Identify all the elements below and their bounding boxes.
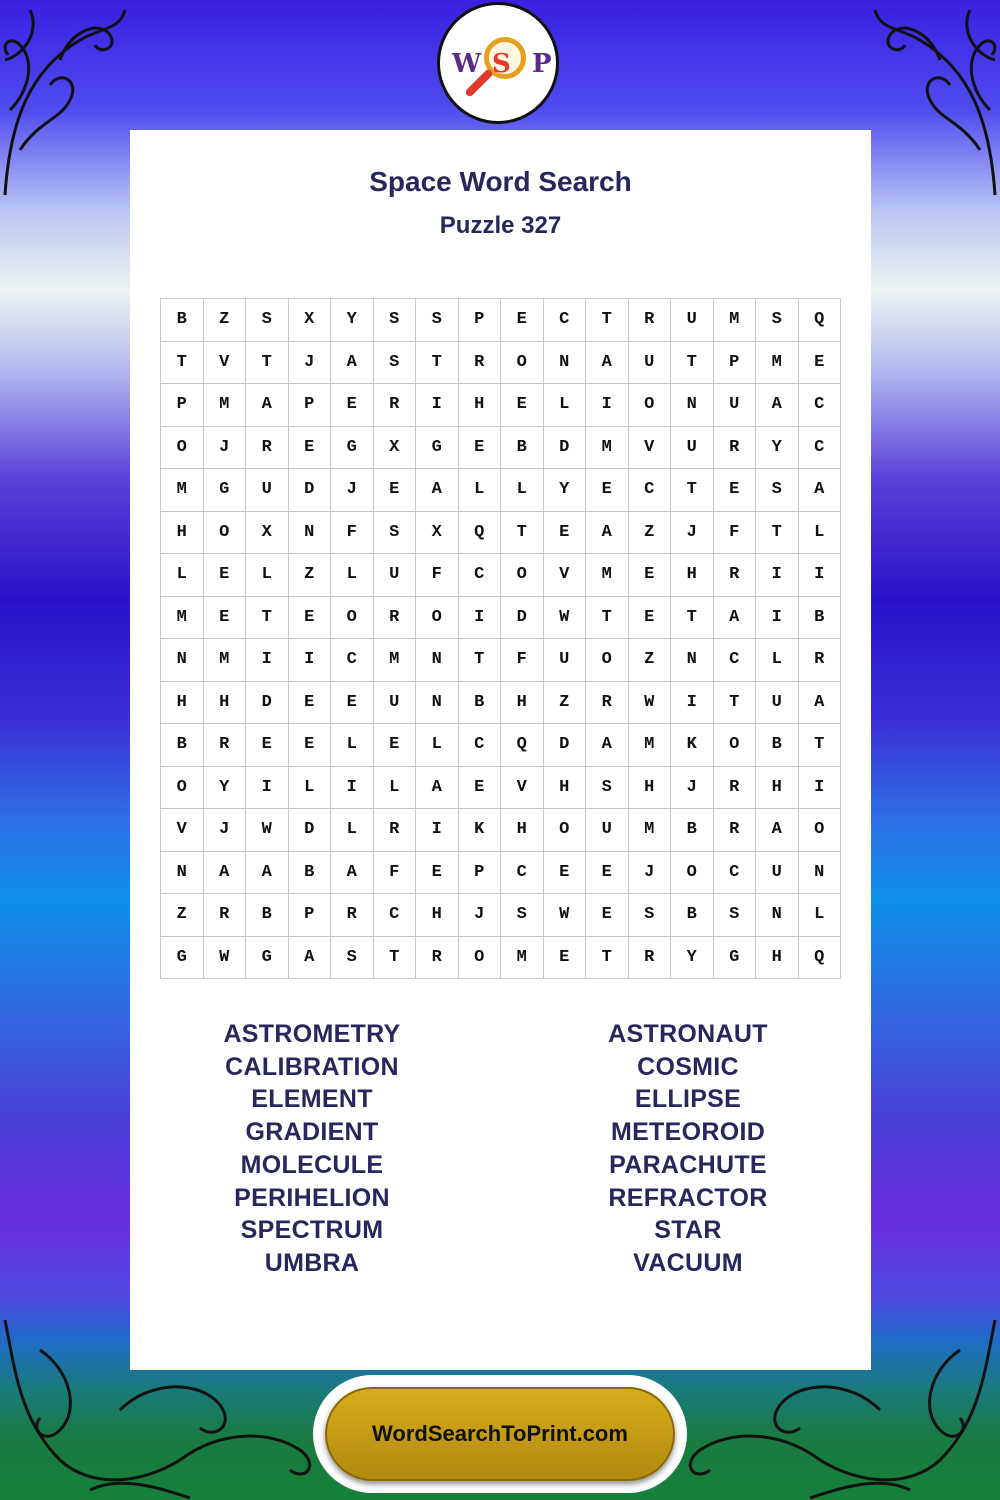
grid-cell[interactable]: T bbox=[799, 724, 842, 767]
grid-cell[interactable]: N bbox=[671, 384, 714, 427]
grid-cell[interactable]: K bbox=[459, 809, 502, 852]
grid-cell[interactable]: P bbox=[289, 384, 332, 427]
grid-cell[interactable]: O bbox=[161, 427, 204, 470]
grid-cell[interactable]: H bbox=[544, 767, 587, 810]
grid-cell[interactable]: E bbox=[586, 469, 629, 512]
word-list-item: REFRACTOR bbox=[608, 1183, 768, 1212]
grid-cell[interactable]: Y bbox=[756, 427, 799, 470]
grid-cell[interactable]: F bbox=[501, 639, 544, 682]
grid-cell[interactable]: O bbox=[671, 852, 714, 895]
grid-cell[interactable]: O bbox=[586, 639, 629, 682]
grid-cell[interactable]: D bbox=[544, 427, 587, 470]
grid-cell[interactable]: I bbox=[246, 767, 289, 810]
corner-ornament-top-right-icon bbox=[870, 0, 1000, 200]
grid-cell[interactable]: L bbox=[246, 554, 289, 597]
letter-grid bbox=[160, 298, 841, 979]
grid-cell[interactable]: M bbox=[586, 554, 629, 597]
grid-cell[interactable]: E bbox=[374, 469, 417, 512]
grid-cell[interactable]: N bbox=[161, 852, 204, 895]
grid-cell[interactable]: A bbox=[799, 682, 842, 725]
grid-cell[interactable]: M bbox=[756, 342, 799, 385]
grid-cell[interactable]: L bbox=[416, 724, 459, 767]
grid-cell[interactable]: O bbox=[544, 809, 587, 852]
grid-cell[interactable]: E bbox=[586, 894, 629, 937]
grid-cell[interactable]: T bbox=[501, 512, 544, 555]
grid-cell[interactable]: C bbox=[331, 639, 374, 682]
grid-cell[interactable]: I bbox=[671, 682, 714, 725]
word-list-item: PERIHELION bbox=[234, 1183, 390, 1212]
word-list-item: COSMIC bbox=[637, 1052, 739, 1081]
grid-cell[interactable]: H bbox=[204, 682, 247, 725]
grid-cell[interactable]: T bbox=[586, 597, 629, 640]
grid-cell[interactable]: H bbox=[161, 512, 204, 555]
grid-cell[interactable]: C bbox=[374, 894, 417, 937]
grid-cell[interactable]: E bbox=[416, 852, 459, 895]
grid-cell[interactable]: Y bbox=[544, 469, 587, 512]
grid-cell[interactable]: M bbox=[501, 937, 544, 980]
grid-cell[interactable]: A bbox=[799, 469, 842, 512]
grid-cell[interactable]: Q bbox=[459, 512, 502, 555]
grid-cell[interactable]: V bbox=[161, 809, 204, 852]
grid-cell[interactable]: R bbox=[331, 894, 374, 937]
grid-cell[interactable]: A bbox=[756, 809, 799, 852]
grid-cell[interactable]: L bbox=[331, 724, 374, 767]
grid-cell[interactable]: U bbox=[671, 299, 714, 342]
grid-cell[interactable]: T bbox=[714, 682, 757, 725]
grid-cell[interactable]: E bbox=[289, 682, 332, 725]
grid-cell[interactable]: I bbox=[586, 384, 629, 427]
grid-cell[interactable]: U bbox=[756, 852, 799, 895]
grid-cell[interactable]: T bbox=[756, 512, 799, 555]
grid-cell[interactable]: B bbox=[671, 809, 714, 852]
grid-cell[interactable]: W bbox=[204, 937, 247, 980]
grid-cell[interactable]: L bbox=[756, 639, 799, 682]
puzzle-title: Space Word Search bbox=[369, 166, 632, 197]
grid-cell[interactable]: R bbox=[416, 937, 459, 980]
word-list-item: CALIBRATION bbox=[225, 1052, 399, 1081]
grid-cell[interactable]: A bbox=[756, 384, 799, 427]
grid-cell[interactable]: T bbox=[671, 597, 714, 640]
grid-cell[interactable]: S bbox=[756, 299, 799, 342]
grid-cell[interactable]: V bbox=[544, 554, 587, 597]
grid-cell[interactable]: R bbox=[714, 554, 757, 597]
grid-cell[interactable]: M bbox=[204, 639, 247, 682]
grid-cell[interactable]: H bbox=[459, 384, 502, 427]
grid-cell[interactable]: E bbox=[629, 554, 672, 597]
grid-cell[interactable]: I bbox=[331, 767, 374, 810]
grid-cell[interactable]: I bbox=[416, 384, 459, 427]
grid-cell[interactable]: B bbox=[289, 852, 332, 895]
grid-cell[interactable]: S bbox=[331, 937, 374, 980]
grid-cell[interactable]: U bbox=[756, 682, 799, 725]
grid-cell[interactable]: P bbox=[459, 852, 502, 895]
word-list-item: SPECTRUM bbox=[240, 1216, 384, 1245]
grid-cell[interactable]: L bbox=[799, 894, 842, 937]
grid-cell[interactable]: N bbox=[544, 342, 587, 385]
grid-cell[interactable]: A bbox=[331, 852, 374, 895]
grid-cell[interactable]: L bbox=[799, 512, 842, 555]
grid-cell[interactable]: O bbox=[714, 724, 757, 767]
grid-cell[interactable]: B bbox=[161, 299, 204, 342]
grid-cell[interactable]: O bbox=[459, 937, 502, 980]
grid-cell[interactable]: I bbox=[246, 639, 289, 682]
grid-cell[interactable]: I bbox=[756, 597, 799, 640]
grid-cell[interactable]: S bbox=[374, 512, 417, 555]
word-list-item: UMBRA bbox=[264, 1248, 360, 1277]
word-list-item: ELLIPSE bbox=[634, 1085, 742, 1114]
grid-cell[interactable]: J bbox=[629, 852, 672, 895]
grid-cell[interactable]: N bbox=[799, 852, 842, 895]
grid-cell[interactable]: T bbox=[416, 342, 459, 385]
grid-cell[interactable]: N bbox=[161, 639, 204, 682]
word-list-item: ELEMENT bbox=[251, 1085, 373, 1114]
grid-cell[interactable]: U bbox=[374, 682, 417, 725]
grid-cell[interactable]: M bbox=[204, 384, 247, 427]
grid-cell[interactable]: H bbox=[501, 809, 544, 852]
grid-cell[interactable]: L bbox=[331, 809, 374, 852]
grid-cell[interactable]: C bbox=[459, 724, 502, 767]
grid-cell[interactable]: K bbox=[671, 724, 714, 767]
grid-cell[interactable]: Z bbox=[544, 682, 587, 725]
grid-cell[interactable]: E bbox=[459, 427, 502, 470]
grid-cell[interactable]: I bbox=[416, 809, 459, 852]
grid-cell[interactable]: R bbox=[374, 384, 417, 427]
grid-cell[interactable]: H bbox=[629, 767, 672, 810]
grid-cell[interactable]: A bbox=[331, 342, 374, 385]
grid-cell[interactable]: I bbox=[289, 639, 332, 682]
grid-cell[interactable]: J bbox=[331, 469, 374, 512]
grid-cell[interactable]: E bbox=[501, 299, 544, 342]
grid-cell[interactable]: M bbox=[629, 809, 672, 852]
grid-cell[interactable]: Q bbox=[799, 937, 842, 980]
grid-cell[interactable]: M bbox=[374, 639, 417, 682]
grid-cell[interactable]: M bbox=[714, 299, 757, 342]
grid-cell[interactable]: G bbox=[714, 937, 757, 980]
grid-cell[interactable]: E bbox=[289, 427, 332, 470]
grid-cell[interactable]: E bbox=[714, 469, 757, 512]
grid-cell[interactable]: A bbox=[416, 767, 459, 810]
grid-cell[interactable]: Q bbox=[501, 724, 544, 767]
grid-cell[interactable]: G bbox=[246, 937, 289, 980]
logo-letter-s: S bbox=[492, 49, 511, 79]
grid-cell[interactable]: Q bbox=[799, 299, 842, 342]
grid-cell[interactable]: E bbox=[204, 554, 247, 597]
grid-cell[interactable]: C bbox=[501, 852, 544, 895]
grid-cell[interactable]: R bbox=[714, 427, 757, 470]
grid-cell[interactable]: H bbox=[671, 554, 714, 597]
corner-ornament-top-left-icon bbox=[0, 0, 130, 200]
grid-cell[interactable]: C bbox=[714, 639, 757, 682]
grid-cell[interactable]: B bbox=[756, 724, 799, 767]
grid-cell[interactable]: A bbox=[246, 852, 289, 895]
word-list-item: METEOROID bbox=[610, 1118, 766, 1147]
grid-cell[interactable]: S bbox=[416, 299, 459, 342]
grid-cell[interactable]: R bbox=[629, 299, 672, 342]
grid-cell[interactable]: I bbox=[756, 554, 799, 597]
grid-cell[interactable]: E bbox=[629, 597, 672, 640]
grid-cell[interactable]: E bbox=[374, 724, 417, 767]
footer-pill bbox=[313, 1375, 687, 1493]
grid-cell[interactable]: E bbox=[799, 342, 842, 385]
grid-cell[interactable]: P bbox=[289, 894, 332, 937]
grid-cell[interactable]: G bbox=[161, 937, 204, 980]
grid-cell[interactable]: W bbox=[544, 597, 587, 640]
grid-cell[interactable]: A bbox=[714, 597, 757, 640]
grid-cell[interactable]: T bbox=[459, 639, 502, 682]
grid-cell[interactable]: W bbox=[629, 682, 672, 725]
grid-cell[interactable]: E bbox=[289, 724, 332, 767]
grid-cell[interactable]: F bbox=[714, 512, 757, 555]
grid-cell[interactable]: L bbox=[544, 384, 587, 427]
grid-cell[interactable]: L bbox=[374, 767, 417, 810]
grid-cell[interactable]: N bbox=[756, 894, 799, 937]
grid-cell[interactable]: N bbox=[416, 639, 459, 682]
grid-cell[interactable]: T bbox=[246, 597, 289, 640]
grid-cell[interactable]: F bbox=[331, 512, 374, 555]
grid-cell[interactable]: A bbox=[586, 342, 629, 385]
grid-cell[interactable]: S bbox=[374, 299, 417, 342]
grid-cell[interactable]: D bbox=[289, 809, 332, 852]
grid-cell[interactable]: T bbox=[374, 937, 417, 980]
grid-cell[interactable]: J bbox=[671, 767, 714, 810]
grid-cell[interactable]: B bbox=[671, 894, 714, 937]
grid-cell[interactable]: E bbox=[331, 384, 374, 427]
grid-cell[interactable]: H bbox=[161, 682, 204, 725]
grid-cell[interactable]: A bbox=[416, 469, 459, 512]
grid-cell[interactable]: E bbox=[331, 682, 374, 725]
grid-cell[interactable]: H bbox=[501, 682, 544, 725]
grid-cell[interactable]: E bbox=[289, 597, 332, 640]
grid-cell[interactable]: U bbox=[246, 469, 289, 512]
grid-cell[interactable]: S bbox=[246, 299, 289, 342]
word-list-item: MOLECULE bbox=[240, 1150, 384, 1179]
grid-cell[interactable]: G bbox=[416, 427, 459, 470]
grid-cell[interactable]: Z bbox=[629, 512, 672, 555]
grid-cell[interactable]: C bbox=[629, 469, 672, 512]
grid-cell[interactable]: E bbox=[246, 724, 289, 767]
grid-cell[interactable]: J bbox=[671, 512, 714, 555]
grid-cell[interactable]: Z bbox=[161, 894, 204, 937]
grid-cell[interactable]: E bbox=[544, 512, 587, 555]
word-list-item: GRADIENT bbox=[245, 1118, 379, 1147]
grid-cell[interactable]: O bbox=[799, 809, 842, 852]
grid-cell[interactable]: A bbox=[246, 384, 289, 427]
grid-cell[interactable]: R bbox=[714, 809, 757, 852]
site-link-button[interactable]: WordSearchToPrint.com bbox=[325, 1387, 675, 1481]
grid-cell[interactable]: J bbox=[204, 809, 247, 852]
grid-cell[interactable]: E bbox=[586, 852, 629, 895]
grid-cell[interactable]: D bbox=[246, 682, 289, 725]
grid-cell[interactable]: E bbox=[501, 384, 544, 427]
word-list-left bbox=[162, 1018, 462, 1280]
grid-cell[interactable]: L bbox=[161, 554, 204, 597]
grid-cell[interactable]: Z bbox=[204, 299, 247, 342]
grid-cell[interactable]: N bbox=[289, 512, 332, 555]
grid-cell[interactable]: C bbox=[544, 299, 587, 342]
grid-cell[interactable]: G bbox=[204, 469, 247, 512]
grid-cell[interactable]: I bbox=[459, 597, 502, 640]
grid-cell[interactable]: S bbox=[714, 894, 757, 937]
grid-cell[interactable]: E bbox=[544, 852, 587, 895]
grid-cell[interactable]: R bbox=[629, 937, 672, 980]
grid-cell[interactable]: J bbox=[289, 342, 332, 385]
grid-cell[interactable]: M bbox=[629, 724, 672, 767]
grid-cell[interactable]: P bbox=[459, 299, 502, 342]
grid-cell[interactable]: Z bbox=[629, 639, 672, 682]
grid-cell[interactable]: B bbox=[459, 682, 502, 725]
grid-cell[interactable]: R bbox=[799, 639, 842, 682]
grid-cell[interactable]: E bbox=[204, 597, 247, 640]
grid-cell[interactable]: R bbox=[204, 724, 247, 767]
grid-cell[interactable]: T bbox=[671, 469, 714, 512]
grid-cell[interactable]: W bbox=[544, 894, 587, 937]
grid-cell[interactable]: U bbox=[629, 342, 672, 385]
grid-cell[interactable]: N bbox=[671, 639, 714, 682]
grid-cell[interactable]: C bbox=[714, 852, 757, 895]
grid-cell[interactable]: W bbox=[246, 809, 289, 852]
grid-cell[interactable]: Y bbox=[671, 937, 714, 980]
grid-cell[interactable]: U bbox=[714, 384, 757, 427]
grid-cell[interactable]: B bbox=[246, 894, 289, 937]
grid-cell[interactable]: R bbox=[374, 597, 417, 640]
grid-cell[interactable]: A bbox=[586, 724, 629, 767]
grid-cell[interactable]: H bbox=[756, 767, 799, 810]
grid-cell[interactable]: E bbox=[544, 937, 587, 980]
grid-cell[interactable]: U bbox=[374, 554, 417, 597]
grid-cell[interactable]: O bbox=[501, 554, 544, 597]
grid-cell[interactable]: Y bbox=[331, 299, 374, 342]
grid-cell[interactable]: O bbox=[331, 597, 374, 640]
grid-cell[interactable]: R bbox=[459, 342, 502, 385]
grid-cell[interactable]: V bbox=[629, 427, 672, 470]
grid-cell[interactable]: X bbox=[246, 512, 289, 555]
grid-cell[interactable]: E bbox=[459, 767, 502, 810]
grid-cell[interactable]: H bbox=[416, 894, 459, 937]
grid-cell[interactable]: D bbox=[501, 597, 544, 640]
grid-cell[interactable]: D bbox=[289, 469, 332, 512]
word-list-item: ASTROMETRY bbox=[223, 1020, 401, 1048]
grid-cell[interactable]: S bbox=[374, 342, 417, 385]
grid-cell[interactable]: B bbox=[799, 597, 842, 640]
grid-cell[interactable]: C bbox=[459, 554, 502, 597]
grid-cell[interactable]: H bbox=[756, 937, 799, 980]
grid-cell[interactable]: O bbox=[161, 767, 204, 810]
grid-cell[interactable]: F bbox=[374, 852, 417, 895]
grid-cell[interactable]: R bbox=[714, 767, 757, 810]
word-list-right bbox=[538, 1018, 838, 1280]
grid-cell[interactable]: T bbox=[671, 342, 714, 385]
grid-cell[interactable]: R bbox=[204, 894, 247, 937]
grid-cell[interactable]: C bbox=[799, 427, 842, 470]
grid-cell[interactable]: R bbox=[586, 682, 629, 725]
grid-cell[interactable]: T bbox=[161, 342, 204, 385]
grid-cell[interactable]: P bbox=[161, 384, 204, 427]
grid-cell[interactable]: X bbox=[289, 299, 332, 342]
grid-cell[interactable]: X bbox=[416, 512, 459, 555]
site-logo[interactable] bbox=[437, 2, 559, 124]
grid-cell[interactable]: O bbox=[629, 384, 672, 427]
grid-cell[interactable]: T bbox=[586, 299, 629, 342]
grid-cell[interactable]: S bbox=[501, 894, 544, 937]
grid-cell[interactable]: L bbox=[501, 469, 544, 512]
grid-cell[interactable]: Z bbox=[289, 554, 332, 597]
grid-cell[interactable]: B bbox=[161, 724, 204, 767]
grid-cell[interactable]: M bbox=[161, 469, 204, 512]
grid-cell[interactable]: C bbox=[799, 384, 842, 427]
word-list-item: VACUUM bbox=[633, 1248, 743, 1277]
grid-cell[interactable]: D bbox=[544, 724, 587, 767]
grid-cell[interactable]: M bbox=[161, 597, 204, 640]
grid-cell[interactable]: P bbox=[714, 342, 757, 385]
grid-cell[interactable]: N bbox=[416, 682, 459, 725]
grid-cell[interactable]: R bbox=[246, 427, 289, 470]
grid-cell[interactable]: T bbox=[586, 937, 629, 980]
grid-cell[interactable]: M bbox=[586, 427, 629, 470]
grid-cell[interactable]: V bbox=[204, 342, 247, 385]
grid-cell[interactable]: A bbox=[586, 512, 629, 555]
grid-cell[interactable]: O bbox=[501, 342, 544, 385]
grid-cell[interactable]: S bbox=[629, 894, 672, 937]
grid-cell[interactable]: I bbox=[799, 554, 842, 597]
puzzle-panel bbox=[130, 130, 871, 1370]
grid-cell[interactable]: J bbox=[459, 894, 502, 937]
logo-letter-w: W bbox=[452, 49, 482, 79]
grid-cell[interactable]: A bbox=[204, 852, 247, 895]
word-list-item: STAR bbox=[654, 1216, 722, 1245]
logo-letter-p: P bbox=[532, 49, 552, 79]
grid-cell[interactable]: L bbox=[289, 767, 332, 810]
puzzle-subtitle: Puzzle 327 bbox=[439, 212, 562, 239]
grid-cell[interactable]: O bbox=[204, 512, 247, 555]
grid-cell[interactable]: B bbox=[501, 427, 544, 470]
grid-cell[interactable]: A bbox=[289, 937, 332, 980]
grid-cell[interactable]: S bbox=[586, 767, 629, 810]
grid-cell[interactable]: R bbox=[374, 809, 417, 852]
grid-cell[interactable]: F bbox=[416, 554, 459, 597]
grid-cell[interactable]: J bbox=[204, 427, 247, 470]
grid-cell[interactable]: U bbox=[544, 639, 587, 682]
grid-cell[interactable]: L bbox=[331, 554, 374, 597]
grid-cell[interactable]: G bbox=[331, 427, 374, 470]
grid-cell[interactable]: O bbox=[416, 597, 459, 640]
grid-cell[interactable]: Y bbox=[204, 767, 247, 810]
grid-cell[interactable]: T bbox=[246, 342, 289, 385]
word-list-item: ASTRONAUT bbox=[608, 1020, 768, 1048]
grid-cell[interactable]: L bbox=[459, 469, 502, 512]
grid-cell[interactable]: S bbox=[756, 469, 799, 512]
grid-cell[interactable]: I bbox=[799, 767, 842, 810]
grid-cell[interactable]: U bbox=[586, 809, 629, 852]
grid-cell[interactable]: X bbox=[374, 427, 417, 470]
grid-cell[interactable]: U bbox=[671, 427, 714, 470]
grid-cell[interactable]: V bbox=[501, 767, 544, 810]
word-list-item: PARACHUTE bbox=[609, 1150, 767, 1179]
